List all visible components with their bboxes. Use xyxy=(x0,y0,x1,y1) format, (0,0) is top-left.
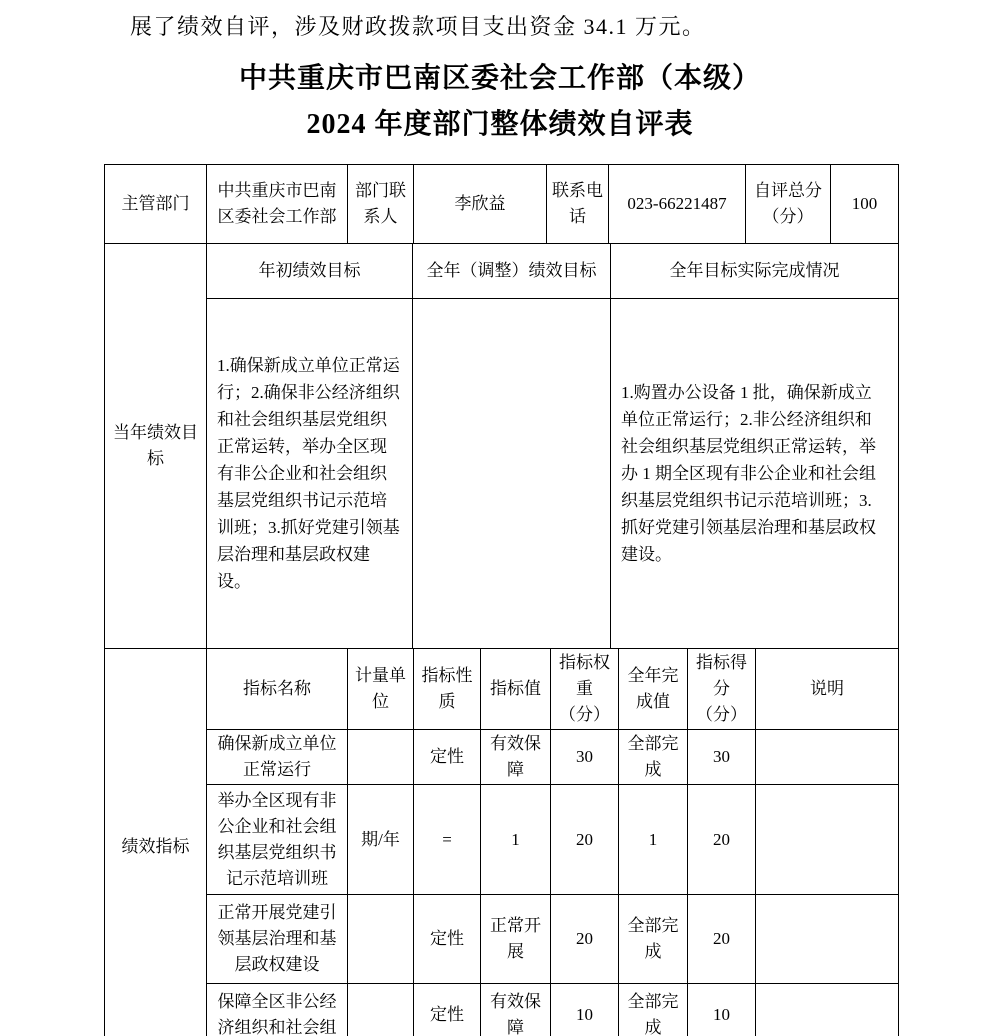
indicator-score-cell: 10 xyxy=(688,984,756,1036)
intro-paragraph: 展了绩效自评，涉及财政拨款项目支出资金 34.1 万元。 xyxy=(130,14,706,39)
indicator-name-cell: 正常开展党建引领基层治理和基层政权建设 xyxy=(207,895,348,984)
goals-header-adjusted: 全年（调整）绩效目标 xyxy=(413,244,611,299)
score-value-cell: 100 xyxy=(831,165,899,244)
indicators-header-row xyxy=(105,649,899,730)
title-line-1: 中共重庆市巴南区委社会工作部（本级） xyxy=(238,63,761,94)
indicator-score-cell: 20 xyxy=(688,895,756,984)
indicator-row xyxy=(105,730,899,785)
contact-label-cell: 部门联系人 xyxy=(348,165,414,244)
goals-initial-cell: 1.确保新成立单位正常运行；2.确保非公经济组织和社会组织基层党组织正常运转，举办全区现有非公企业和社会组织基层党组织书记示范培训班；3.抓好党建引领基层治理和基层政权建设。 xyxy=(207,299,413,649)
header-target-value: 指标值 xyxy=(481,649,551,730)
indicator-score-cell: 30 xyxy=(688,730,756,785)
indicator-target-cell: 有效保障 xyxy=(481,730,551,785)
indicator-weight-cell: 20 xyxy=(551,895,619,984)
goals-table xyxy=(104,243,899,649)
goals-header-row xyxy=(105,244,899,299)
indicator-name-cell: 确保新成立单位正常运行 xyxy=(207,730,348,785)
indicator-nature-cell: = xyxy=(414,785,481,895)
score-label-cell: 自评总分（分） xyxy=(746,165,831,244)
indicator-completed-cell: 全部完成 xyxy=(619,984,688,1036)
info-row xyxy=(105,165,899,244)
goals-row-label-cell: 当年绩效目标 xyxy=(105,244,207,649)
header-weight: 指标权重（分） xyxy=(551,649,619,730)
header-completed-value: 全年完成值 xyxy=(619,649,688,730)
indicator-name-cell: 举办全区现有非公企业和社会组织基层党组织书记示范培训班 xyxy=(207,785,348,895)
phone-label-cell: 联系电话 xyxy=(547,165,609,244)
contact-value-cell: 李欣益 xyxy=(414,165,547,244)
phone-value-cell: 023-66221487 xyxy=(609,165,746,244)
indicator-unit-cell xyxy=(348,730,414,785)
indicator-note-cell xyxy=(756,730,899,785)
goals-header-initial: 年初绩效目标 xyxy=(207,244,413,299)
indicator-target-cell: 1 xyxy=(481,785,551,895)
header-nature: 指标性质 xyxy=(414,649,481,730)
goals-actual-cell: 1.购置办公设备 1 批，确保新成立单位正常运行；2.非公经济组织和社会组织基层党组织正常运转，举办 1 期全区现有非公企业和社会组织基层党组织书记示范培训班；3.抓好党建引领基层治理和基层政权建设。 xyxy=(611,299,899,649)
indicator-completed-cell: 1 xyxy=(619,785,688,895)
indicator-row xyxy=(105,895,899,984)
indicator-score-cell: 20 xyxy=(688,785,756,895)
document-title xyxy=(0,56,1000,148)
indicators-table xyxy=(104,648,899,1036)
dept-label-cell: 主管部门 xyxy=(105,165,207,244)
header-indicator-name: 指标名称 xyxy=(207,649,348,730)
indicator-completed-cell: 全部完成 xyxy=(619,730,688,785)
indicator-note-cell xyxy=(756,785,899,895)
goals-header-actual: 全年目标实际完成情况 xyxy=(611,244,899,299)
self-evaluation-table xyxy=(104,164,898,1036)
indicator-note-cell xyxy=(756,984,899,1036)
header-score: 指标得分（分） xyxy=(688,649,756,730)
indicator-note-cell xyxy=(756,895,899,984)
goals-content-row xyxy=(105,299,899,649)
indicator-unit-cell xyxy=(348,984,414,1036)
header-note: 说明 xyxy=(756,649,899,730)
indicator-target-cell: 正常开展 xyxy=(481,895,551,984)
indicator-row xyxy=(105,785,899,895)
indicator-name-cell: 保障全区非公经济组织和社会组 xyxy=(207,984,348,1036)
indicator-weight-cell: 30 xyxy=(551,730,619,785)
indicator-completed-cell: 全部完成 xyxy=(619,895,688,984)
dept-value-cell: 中共重庆市巴南区委社会工作部 xyxy=(207,165,348,244)
indicator-unit-cell xyxy=(348,895,414,984)
indicator-nature-cell: 定性 xyxy=(414,984,481,1036)
indicator-unit-cell: 期/年 xyxy=(348,785,414,895)
title-line-2: 2024 年度部门整体绩效自评表 xyxy=(306,109,694,140)
goals-adjusted-cell xyxy=(413,299,611,649)
header-unit: 计量单位 xyxy=(348,649,414,730)
indicator-nature-cell: 定性 xyxy=(414,895,481,984)
indicator-weight-cell: 20 xyxy=(551,785,619,895)
indicators-row-label-cell: 绩效指标 xyxy=(105,649,207,1036)
info-row-table xyxy=(104,164,899,244)
indicator-weight-cell: 10 xyxy=(551,984,619,1036)
indicator-row xyxy=(105,984,899,1036)
indicator-target-cell: 有效保障 xyxy=(481,984,551,1036)
indicator-nature-cell: 定性 xyxy=(414,730,481,785)
